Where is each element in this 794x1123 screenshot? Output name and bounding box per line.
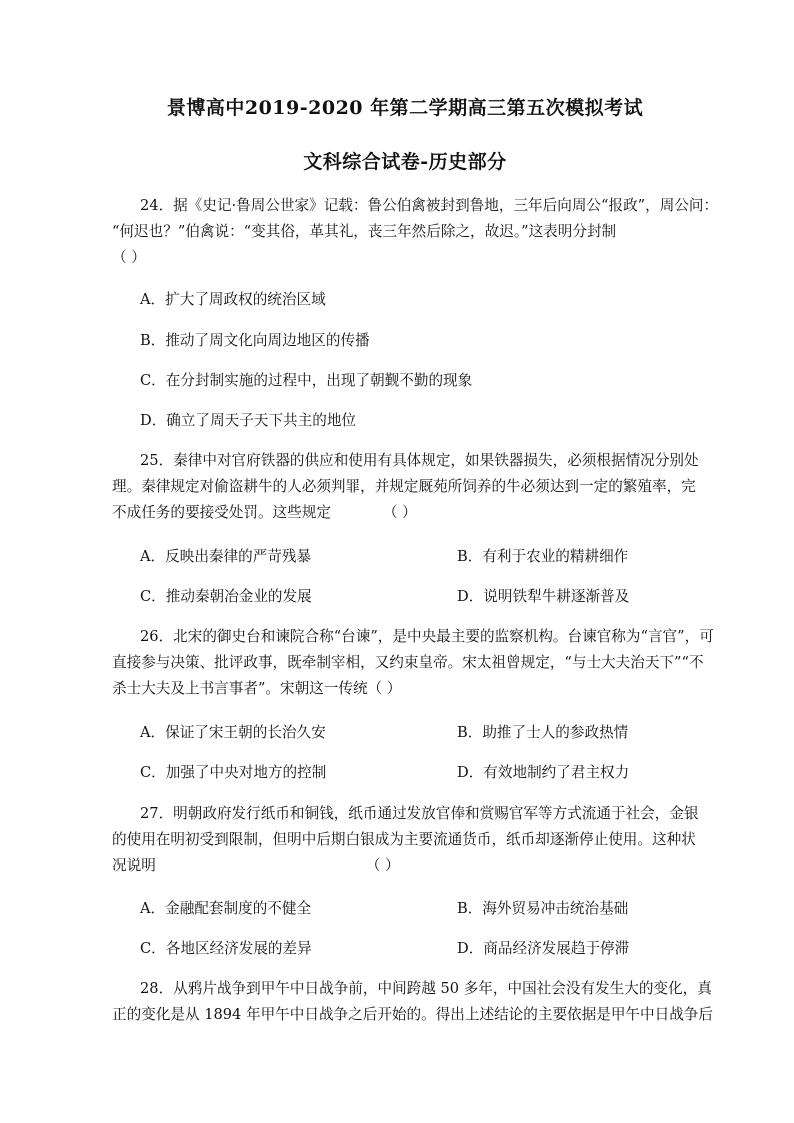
question-26-option-c: C．加强了中央对地方的控制 [140,764,327,781]
question-28-line-1: 28．从鸦片战争到甲午中日战争前，中间跨越 50 多年，中国社会没有发生大的变化，真 [140,980,712,997]
question-27-option-b: B．海外贸易冲击统治基础 [457,900,629,917]
question-25-option-c: C．推动秦朝冶金业的发展 [140,588,312,605]
question-25-answer-blank: （ ） [382,504,417,521]
question-25-line-1: 25．秦律中对官府铁器的供应和使用有具体规定，如果铁器损失，必须根据情况分别处 [140,452,699,469]
question-25-option-b: B．有利于农业的精耕细作 [457,548,629,565]
question-26 [112,624,714,702]
question-24-option-d: D．确立了周天子天下共主的地位 [140,412,357,429]
question-24-option-c: C．在分封制实施的过程中，出现了朝觐不勤的现象 [140,372,473,389]
question-27-option-d: D．商品经济发展趋于停滞 [457,940,630,957]
question-28 [112,976,713,1028]
question-24-answer-blank: （ ） [112,249,146,266]
question-25 [112,448,699,526]
question-26-option-b: B．助推了士人的参政热情 [457,724,629,741]
question-24 [112,193,719,271]
question-25-line-2: 理。秦律规定对偷盗耕牛的人必须判罪，并规定厩苑所饲养的牛必须达到一定的繁殖率，完 [112,478,696,495]
question-27-line-1: 27．明朝政府发行纸币和铜钱，纸币通过发放官俸和赏赐官军等方式流通于社会，金银 [140,805,699,822]
question-26-option-a: A．保证了宋王朝的长治久安 [140,724,326,741]
question-27-option-a: A．金融配套制度的不健全 [140,900,312,917]
question-27-line-3-text: 况说明 [112,857,156,874]
question-27-answer-blank: （ ） [365,857,400,874]
question-26-option-d: D．有效地制约了君主权力 [457,764,630,781]
question-28-line-2: 正的变化是从 1894 年甲午中日战争之后开始的。得出上述结论的主要依据是甲午中日战争后 [112,1006,713,1023]
question-27-option-c: C．各地区经济发展的差异 [140,940,312,957]
page-title: 景博高中2019-2020 年第二学期高三第五次模拟考试 [166,97,644,119]
question-25-line-3 [112,500,684,526]
question-27 [112,801,699,879]
question-27-line-3 [112,853,684,879]
page-subtitle: 文科综合试卷-历史部分 [303,151,507,173]
question-25-line-3-text: 不成任务的要接受处罚。这些规定 [112,504,331,521]
question-26-line-2: 直接参与决策、批评政事，既牵制宰相，又约束皇帝。宋太祖曾规定，“与士大夫治天下”“不 [112,654,704,671]
question-25-option-d: D．说明铁犁牛耕逐渐普及 [457,588,630,605]
question-25-option-a: A．反映出秦律的严苛残暴 [140,548,312,565]
question-24-option-b: B．推动了周文化向周边地区的传播 [140,332,370,349]
question-27-line-2: 的使用在明初受到限制，但明中后期白银成为主要流通货币，纸币却逐渐停止使用。这种状 [112,831,696,848]
question-24-option-a: A．扩大了周政权的统治区域 [140,291,326,308]
question-24-line-1: 24．据《史记·鲁周公世家》记载：鲁公伯禽被封到鲁地，三年后向周公“报政”，周公问： [140,197,719,214]
question-26-line-1: 26．北宋的御史台和谏院合称“台谏”，是中央最主要的监察机构。台谏官称为“言官”，可 [140,628,714,645]
question-26-line-3: 杀士大夫及上书言事者”。宋朝这一传统（ ） [112,680,402,697]
question-24-line-2: “何迟也？”伯禽说：“变其俗，革其礼，丧三年然后除之，故迟。”这表明分封制 [112,223,617,240]
